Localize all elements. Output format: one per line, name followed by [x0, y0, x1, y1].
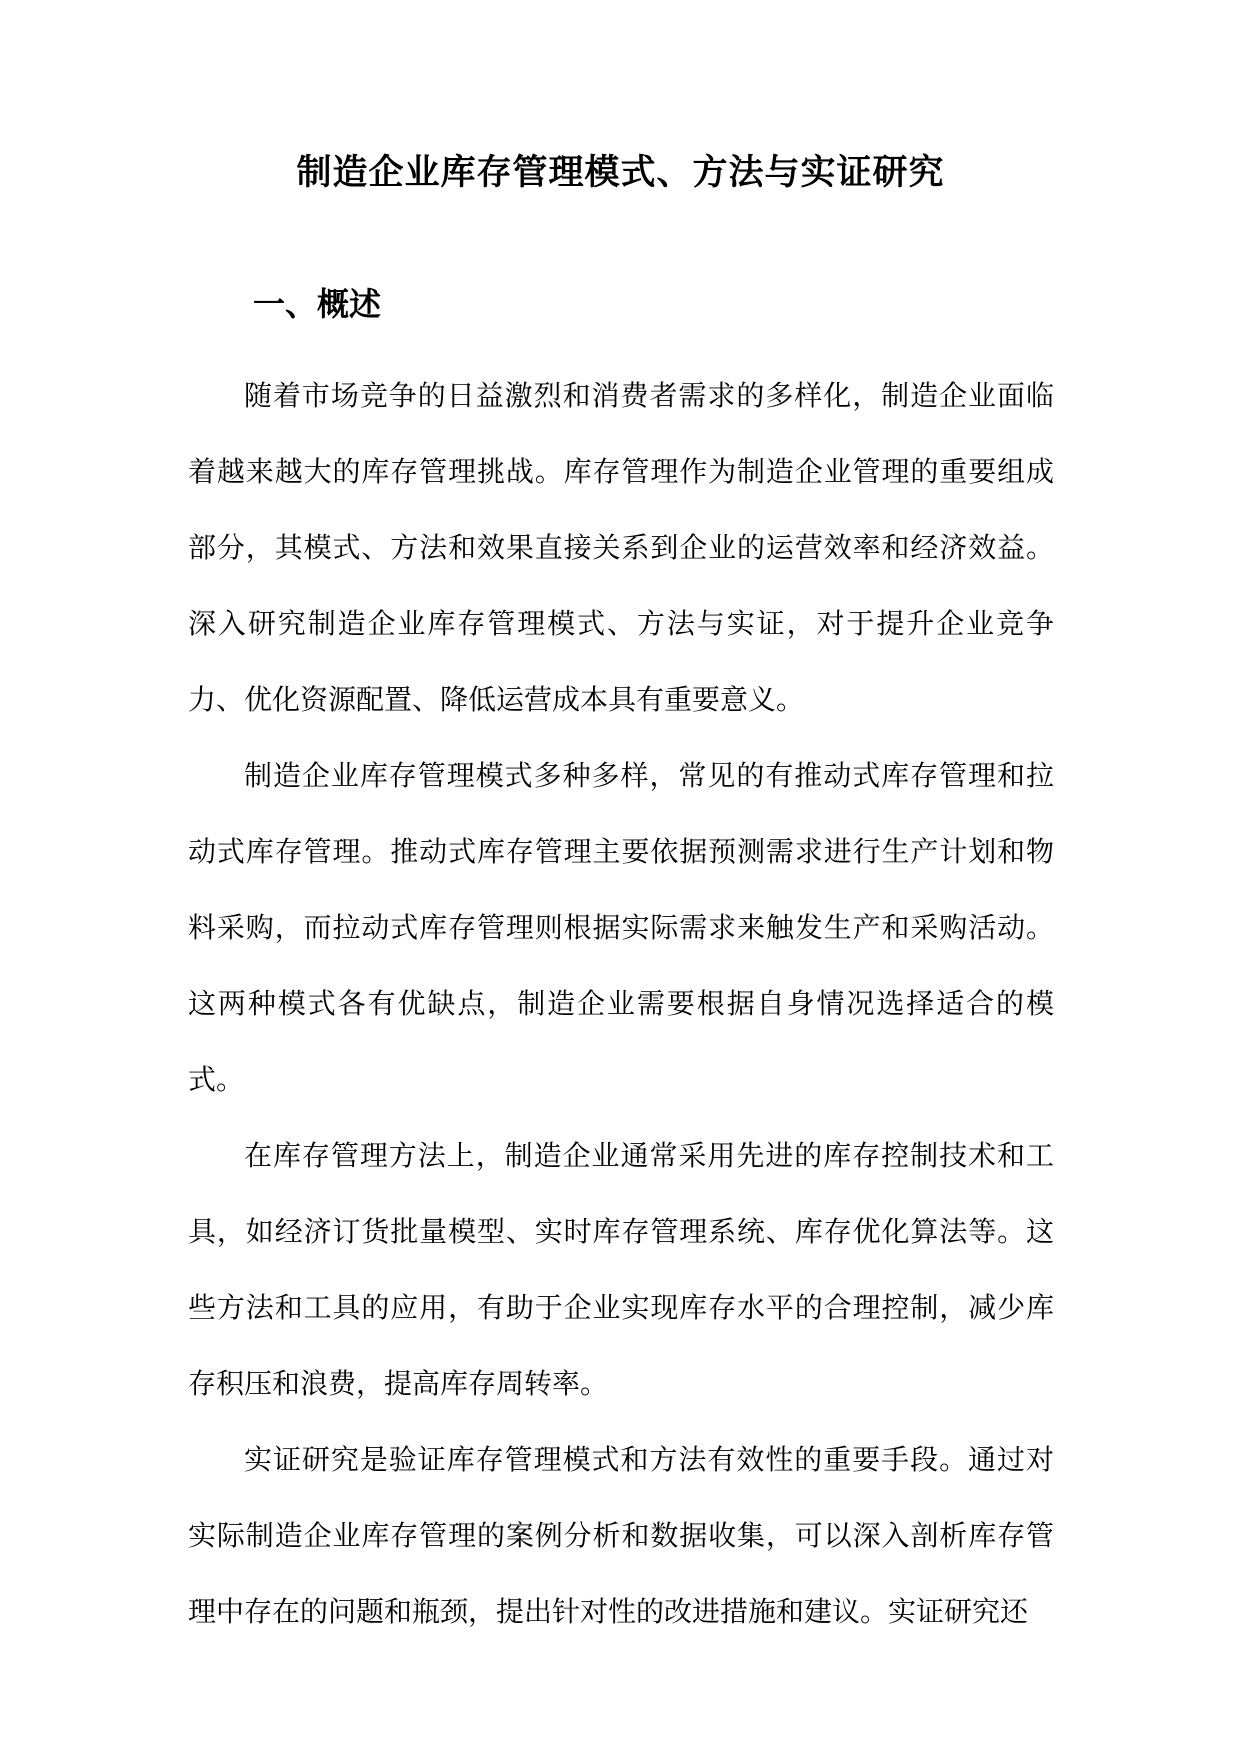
document-body: [188, 358, 1054, 1650]
section-heading: 一、概述: [253, 285, 382, 323]
paragraph-4: 实证研究是验证库存管理模式和方法有效性的重要手段。通过对实际制造企业库存管理的案例分析和数据收集，可以深入剖析库存管理中存在的问题和瓶颈，提出针对性的改进措施和建议。实证研究还: [188, 1443, 1054, 1628]
paragraph-2: 制造企业库存管理模式多种多样，常见的有推动式库存管理和拉动式库存管理。推动式库存管理主要依据预测需求进行生产计划和物料采购，而拉动式库存管理则根据实际需求来触发生产和采购活动。这两种模式各有优缺点，制造企业需要根据自身情况选择适合的模式。: [188, 759, 1054, 1096]
paragraph-3: 在库存管理方法上，制造企业通常采用先进的库存控制技术和工具，如经济订货批量模型、实时库存管理系统、库存优化算法等。这些方法和工具的应用，有助于企业实现库存水平的合理控制，减少库存积压和浪费，提高库存周转率。: [188, 1139, 1054, 1400]
paragraph-1: 随着市场竞争的日益激烈和消费者需求的多样化，制造企业面临着越来越大的库存管理挑战。库存管理作为制造企业管理的重要组成部分，其模式、方法和效果直接关系到企业的运营效率和经济效益。深入研究制造企业库存管理模式、方法与实证，对于提升企业竞争力、优化资源配置、降低运营成本具有重要意义。: [188, 379, 1054, 716]
document-title: 制造企业库存管理模式、方法与实证研究: [296, 153, 945, 193]
